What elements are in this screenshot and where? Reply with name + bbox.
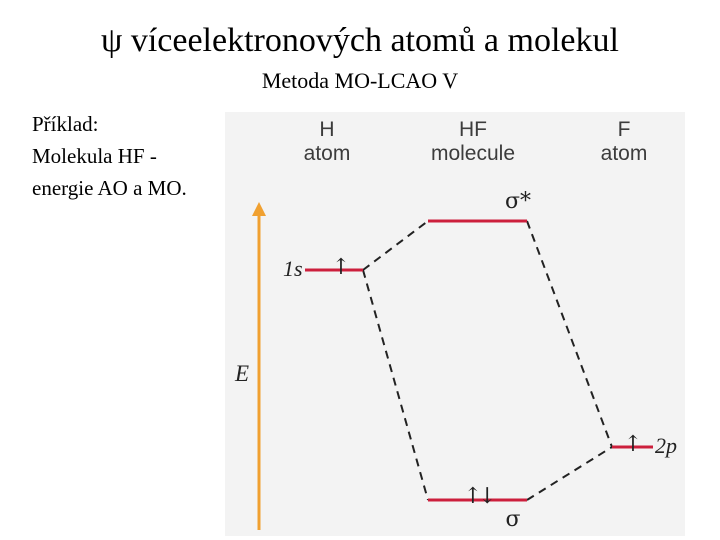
column-header-h: H atom [303, 118, 351, 165]
caption-line: Molekula HF - [32, 144, 157, 168]
correlation-line-h-sigma [363, 270, 428, 500]
mo-diagram [225, 112, 685, 536]
column-header-f: F atom [600, 118, 648, 165]
level-label-f-2p: 2p [655, 433, 677, 458]
level-label-sigma: σ [505, 507, 521, 532]
page-title: ψ víceelektronových atomů a molekul [101, 22, 619, 59]
level-label-h-1s: 1s [283, 256, 303, 281]
energy-axis-label: E [234, 361, 250, 386]
correlation-line-f-sigma [527, 447, 612, 500]
electron-arrows-sigma: ↑↓ [463, 484, 493, 509]
page-subtitle: Metoda MO-LCAO V [261, 68, 459, 93]
caption [32, 108, 187, 204]
correlation-line-h-sigma-star [363, 221, 428, 270]
level-label-sigma-star: σ* [504, 189, 532, 214]
caption-line: energie AO a MO. [32, 176, 187, 200]
mo-diagram-svg [225, 112, 685, 536]
caption-line: Příklad: [32, 112, 99, 136]
column-header-hf: HF molecule [430, 118, 516, 165]
electron-arrow-h-1s: ↑ [331, 255, 351, 280]
energy-axis-arrowhead [252, 202, 266, 216]
correlation-line-f-sigma-star [527, 221, 612, 447]
electron-arrow-f-2p: ↑ [623, 432, 643, 457]
